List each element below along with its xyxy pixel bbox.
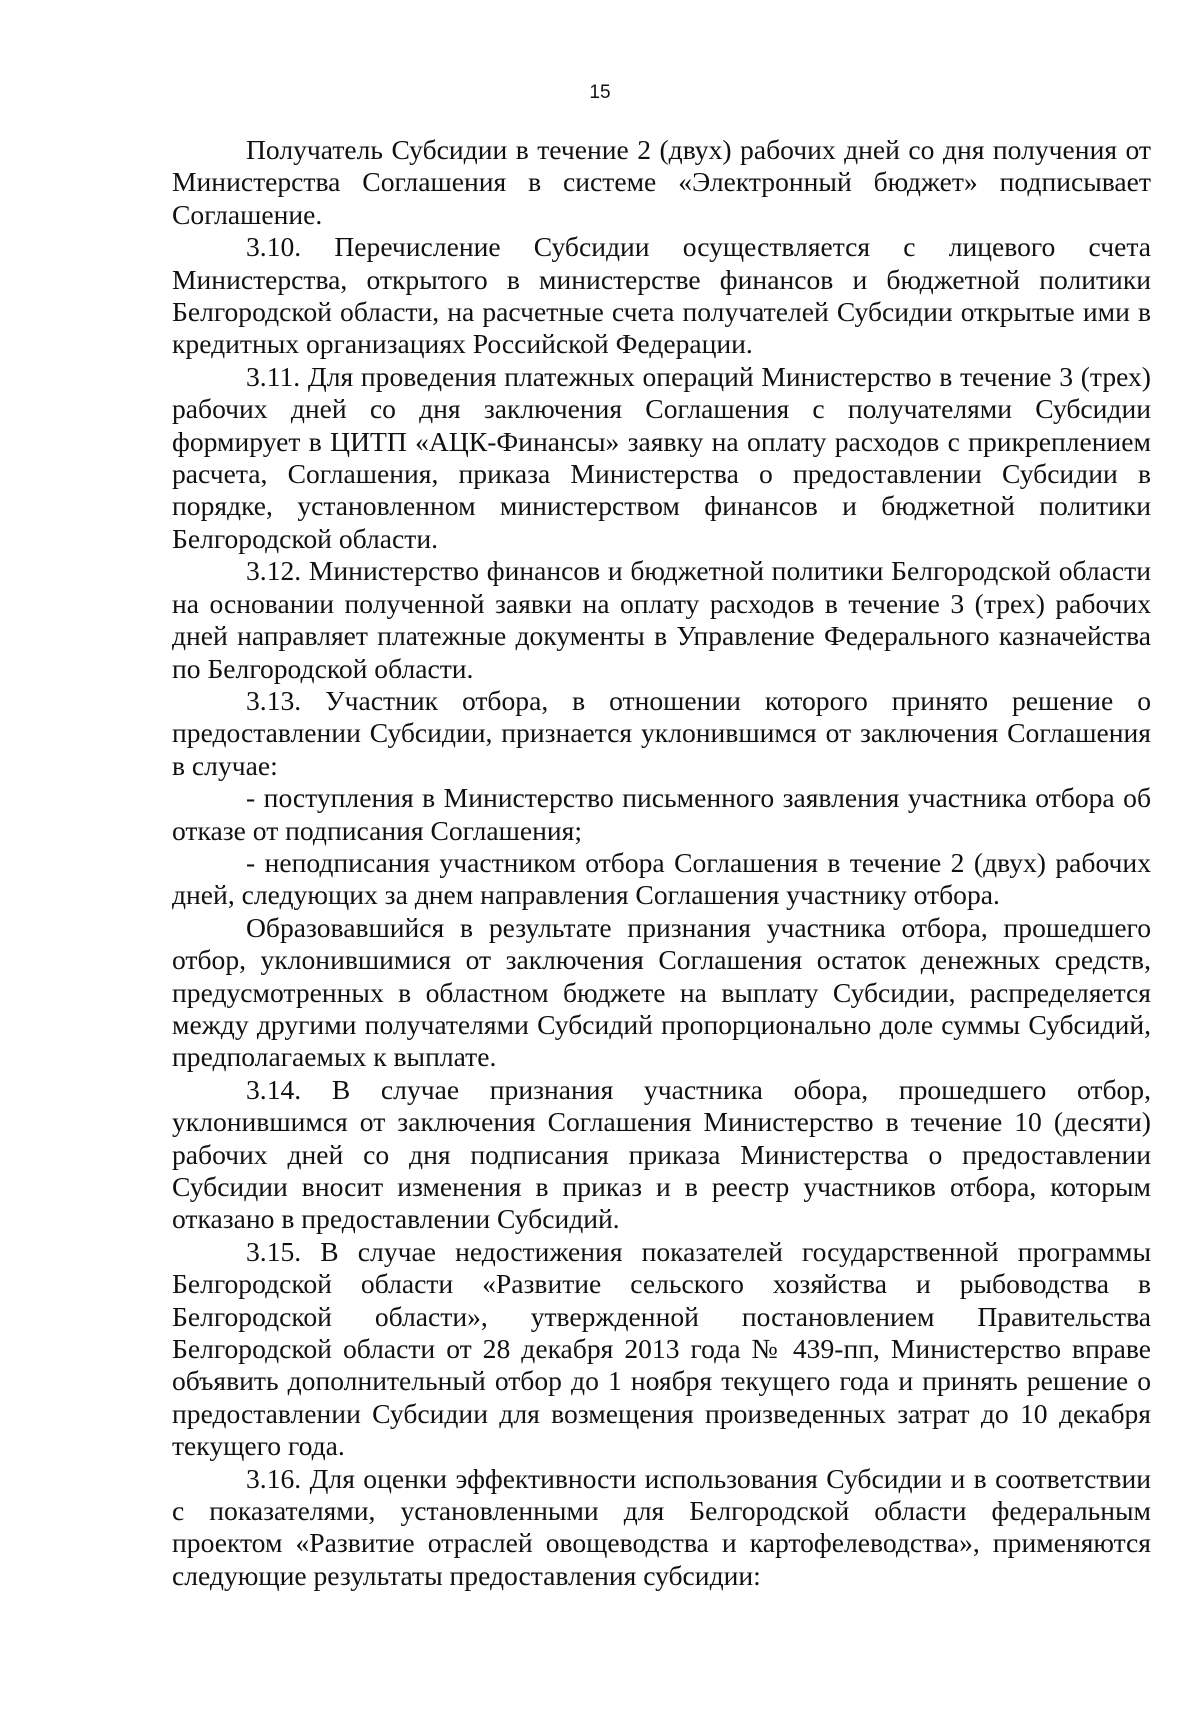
page-number: 15 <box>589 82 611 103</box>
paragraph-3-14: 3.14. В случае признания участника обора, прошедшего отбор, уклонившимся от заключения Соглашения Министерство в течение 10 (десяти) рабочих дней со дня подписания приказа Министерства о предоставлении Субсидии вносит изменения в приказ и в реестр участников отбора, которым отказано в предоставлении Субсидий. <box>172 1073 1151 1235</box>
list-item-not-signed: - неподписания участником отбора Соглашения в течение 2 (двух) рабочих дней, следующих за днем направления Соглашения участнику отбора. <box>172 846 1151 911</box>
document-body <box>172 134 1151 1592</box>
paragraph-3-11: 3.11. Для проведения платежных операций Министерство в течение 3 (трех) рабочих дней со дня заключения Соглашения с получателями Субсидии формирует в ЦИТП «АЦК-Финансы» заявку на оплату расходов с прикреплением расчета, Соглашения, приказа Министерства о предоставлении Субсидии в порядке, установленном министерством финансов и бюджетной политики Белгородской области. <box>172 360 1151 554</box>
paragraph-agreement-signing: Получатель Субсидии в течение 2 (двух) рабочих дней со дня получения от Министерства Соглашения в системе «Электронный бюджет» подписывает Соглашение. <box>172 134 1151 230</box>
list-item-refusal-statement: - поступления в Министерство письменного заявления участника отбора об отказе от подписания Соглашения; <box>172 782 1151 846</box>
paragraph-3-10: 3.10. Перечисление Субсидии осуществляется с лицевого счета Министерства, открытого в министерстве финансов и бюджетной политики Белгородской области, на расчетные счета получателей Субсидии открытые ими в кредитных организациях Российской Федерации. <box>172 231 1151 360</box>
paragraph-3-13: 3.13. Участник отбора, в отношении которого принято решение о предоставлении Субсидии, признается уклонившимся от заключения Соглашения в случае: <box>172 684 1151 781</box>
paragraph-3-12: 3.12. Министерство финансов и бюджетной политики Белгородской области на основании полученной заявки на оплату расходов в течение 3 (трех) рабочих дней направляет платежные документы в Управление Федерального казначейства по Белгородской области. <box>172 555 1151 684</box>
paragraph-remaining-funds: Образовавшийся в результате признания участника отбора, прошедшего отбор, уклонившимися от заключения Соглашения остаток денежных средств, предусмотренных в областном бюджете на выплату Субсидии, распределяется между другими получателями Субсидий пропорционально доле суммы Субсидий, предполагаемых к выплате. <box>172 911 1151 1073</box>
paragraph-3-15: 3.15. В случае недостижения показателей государственной программы Белгородской области «Развитие сельского хозяйства и рыбоводства в Белгородской области», утвержденной постановлением Правительства Белгородской области от 28 декабря 2013 года № 439-пп, Министерство вправе объявить дополнительный отбор до 1 ноября текущего года и принять решение о предоставлении Субсидии для возмещения произведенных затрат до 10 декабря текущего года. <box>172 1235 1151 1462</box>
paragraph-3-16: 3.16. Для оценки эффективности использования Субсидии и в соответствии с показателями, установленными для Белгородской области федеральным проектом «Развитие отраслей овощеводства и картофелеводства», применяются следующие результаты предоставления субсидии: <box>172 1462 1151 1591</box>
